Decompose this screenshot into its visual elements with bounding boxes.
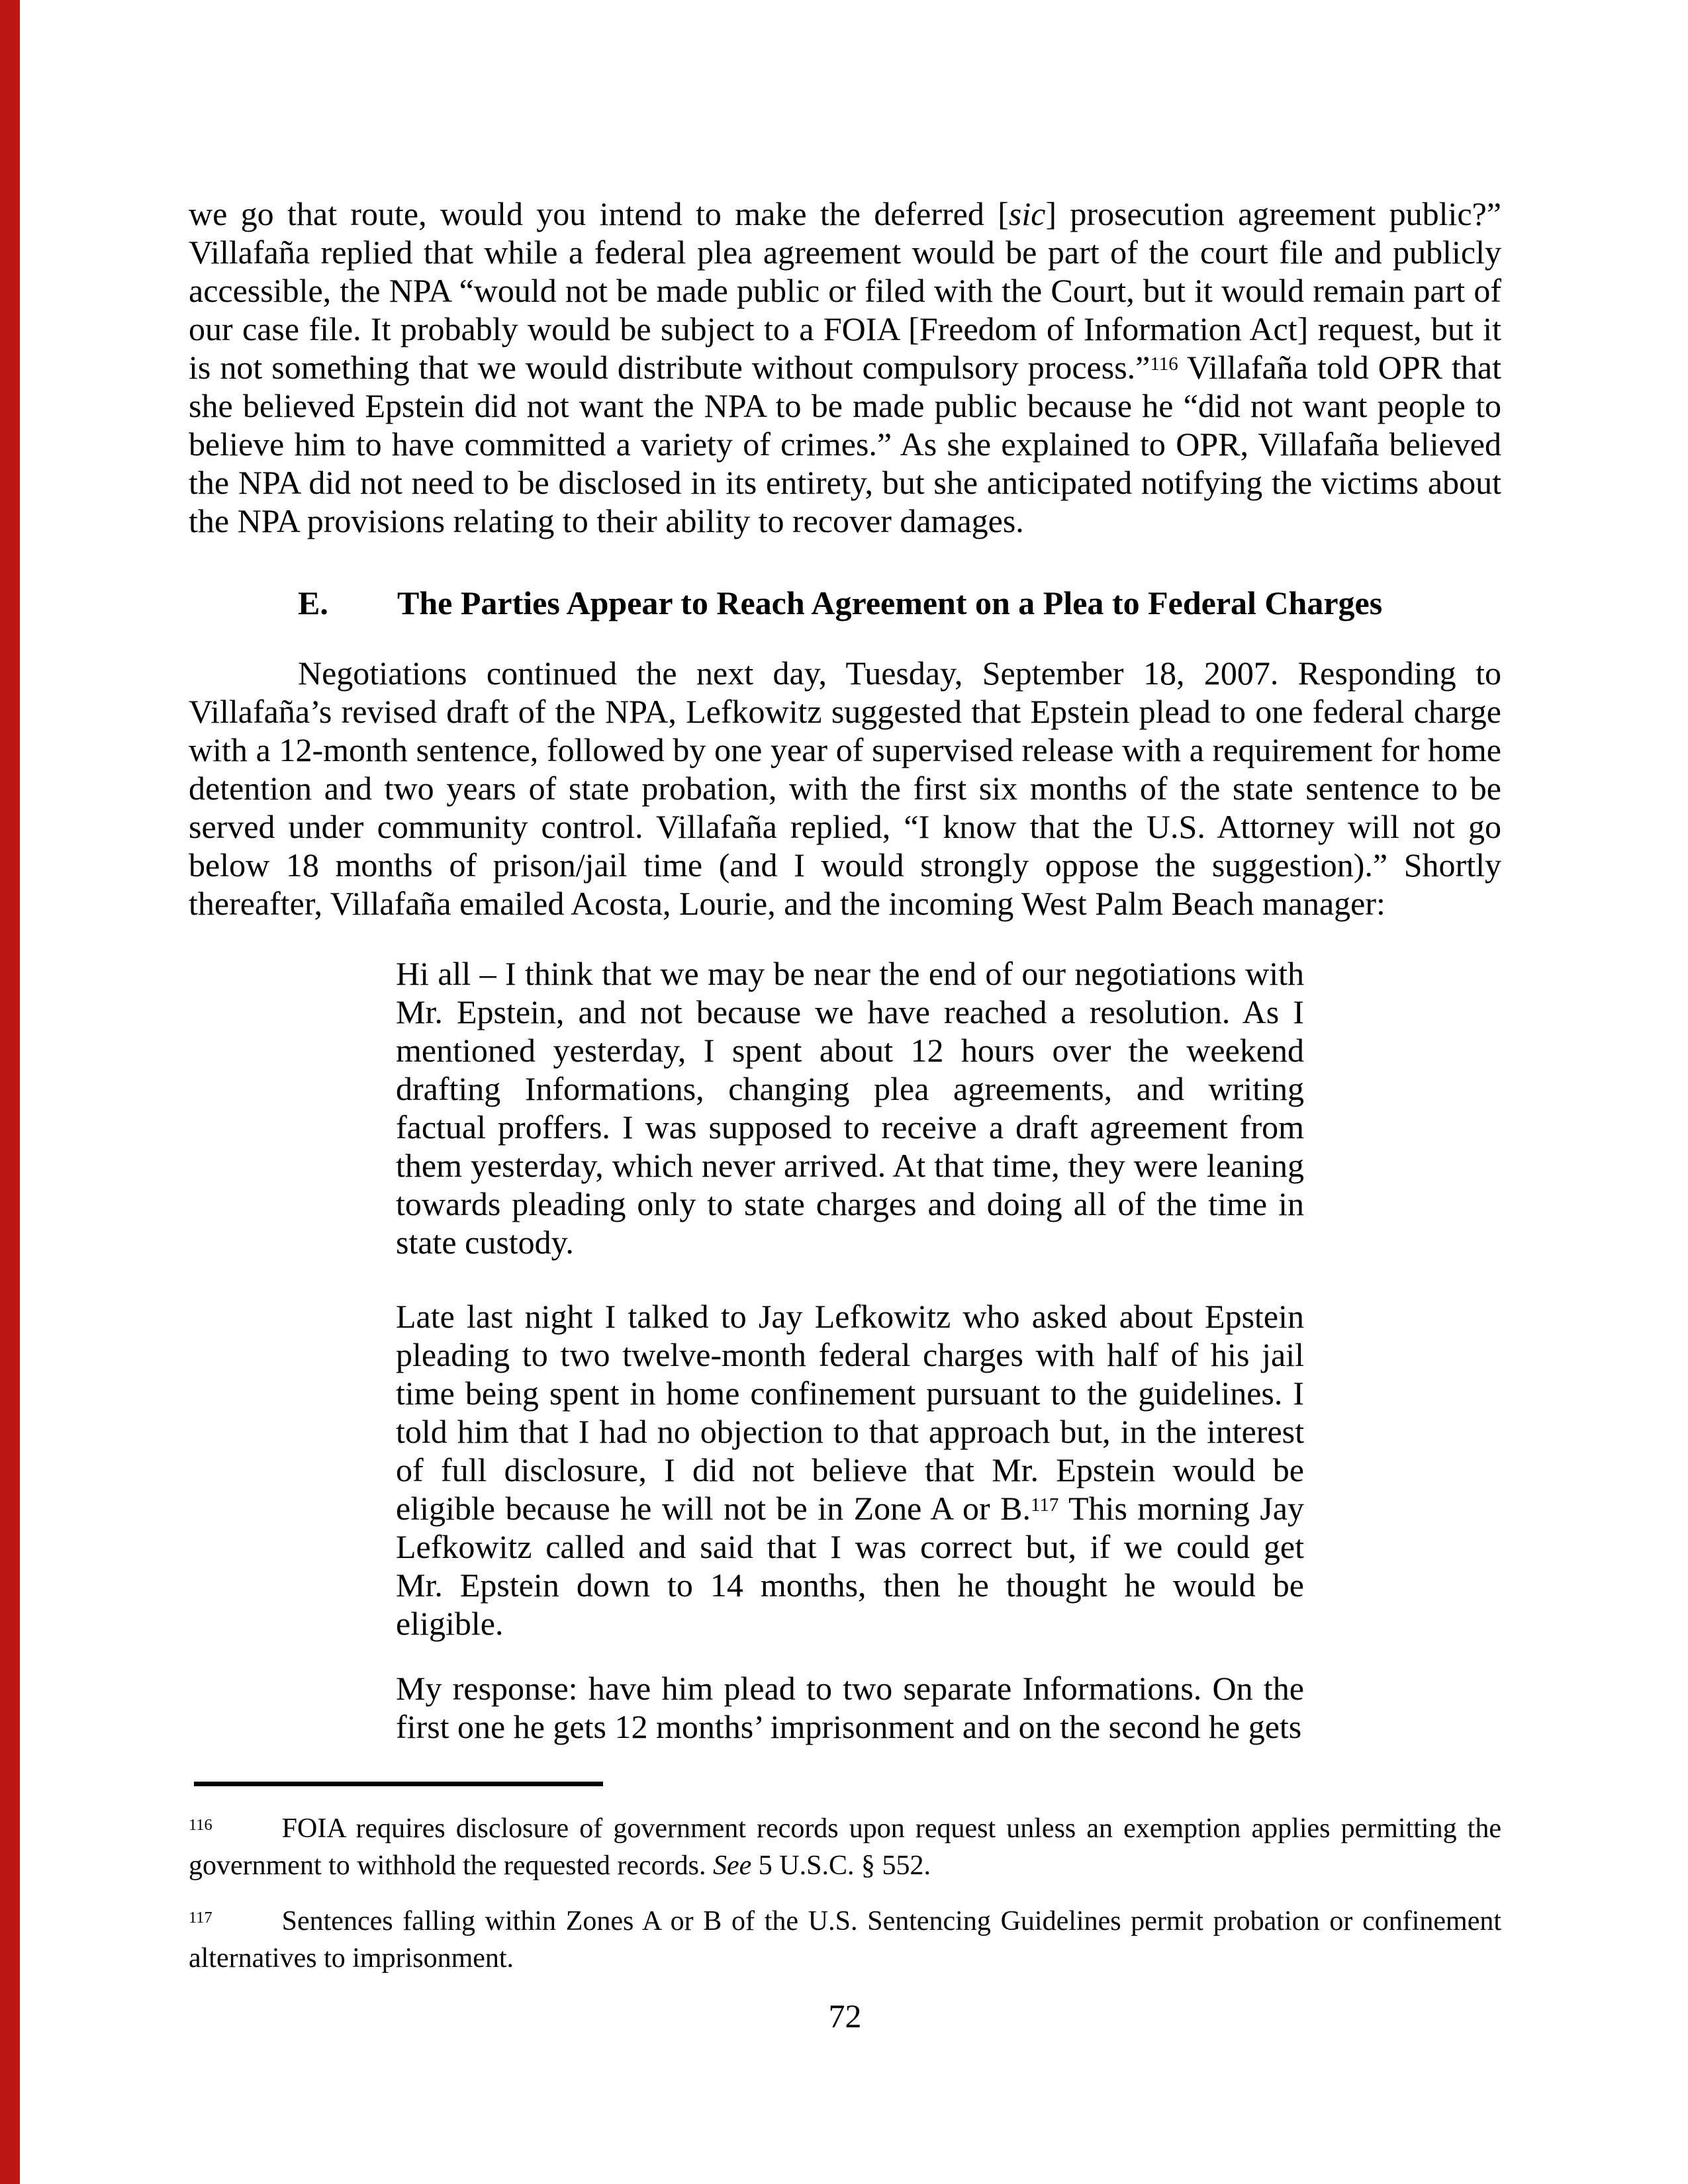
body-paragraph-1: we go that route, would you intend to make the deferred [sic] prosecution agreement public?” Villafaña replied that while a federal plea agreement would be part of the court file and publicly accessible, the NPA “would not be made public or filed with the Court, but it would remain part of our case file. It probably would be subject to a FOIA [Freedom of Information Act] request, but it is not something that we would distribute without compulsory process.”$^{116}$ Villafaña told OPR that she believed Epstein did not want the NPA to be made public because he “did not want people to believe him to have committed a variety of crimes.” As she explained to OPR, Villafaña believed the NPA did not need to be disclosed in its entirety, but she anticipated notifying the victims about the NPA provisions relating to their ability to recover damages. (189, 195, 1501, 539)
section-label: E. (298, 584, 328, 621)
scan-edge-stripe (0, 0, 20, 2184)
footnote-117-number: 117 (189, 1909, 212, 1927)
footnote-116-number: 116 (189, 1816, 212, 1835)
page-content (189, 0, 1501, 2035)
footnotes-section (189, 1782, 1501, 1977)
block-quote (396, 954, 1304, 1746)
body-paragraph-2: Negotiations continued the next day, Tuesday, September 18, 2007. Responding to Villafaña’s revised draft of the NPA, Lefkowitz suggested that Epstein plead to one federal charge with a 12-month sentence, followed by one year of supervised release with a requirement for home detention and two years of state probation, with the first six months of the state sentence to be served under community control. Villafaña replied, “I know that the U.S. Attorney will not go below 18 months of prison/jail time (and I would strongly oppose the suggestion).” Shortly thereafter, Villafaña emailed Acosta, Lourie, and the incoming West Palm Beach manager: (189, 655, 1501, 922)
footnote-116-text: FOIA requires disclosure of government records upon request unless an exemption applies permitting the government to withhold the requested records. See 5 U.S.C. § 552. (189, 1813, 1501, 1881)
footnote-separator (194, 1782, 603, 1786)
footnote-117 (189, 1903, 1501, 1977)
footnote-117-text: Sentences falling within Zones A or B of the U.S. Sentencing Guidelines permit probation or confinement alternatives to imprisonment. (189, 1906, 1501, 1974)
footnote-116 (189, 1810, 1501, 1884)
quote-paragraph-1: Hi all – I think that we may be near the end of our negotiations with Mr. Epstein, and not because we have reached a resolution. As I mentioned yesterday, I spent about 12 hours over the weekend drafting Informations, changing plea agreements, and writing factual proffers. I was supposed to receive a draft agreement from them yesterday, which never arrived. At that time, they were leaning towards pleading only to state charges and doing all of the time in state custody. (396, 955, 1304, 1261)
page-number: 72 (828, 1997, 862, 2034)
quote-paragraph-3: My response: have him plead to two separate Informations. On the first one he gets 12 months’ imprisonment and on the second he gets (396, 1670, 1304, 1745)
section-title: The Parties Appear to Reach Agreement on a Plea to Federal Charges (397, 584, 1383, 621)
section-heading (298, 584, 1501, 622)
quote-paragraph-2: Late last night I talked to Jay Lefkowitz who asked about Epstein pleading to two twelve-month federal charges with half of his jail time being spent in home confinement pursuant to the guidelines. I told him that I had no objection to that approach but, in the interest of full disclosure, I did not believe that Mr. Epstein would be eligible because he will not be in Zone A or B.$^{117}$ This morning Jay Lefkowitz called and said that I was correct but, if we could get Mr. Epstein down to 14 months, then he thought he would be eligible. (396, 1298, 1304, 1642)
